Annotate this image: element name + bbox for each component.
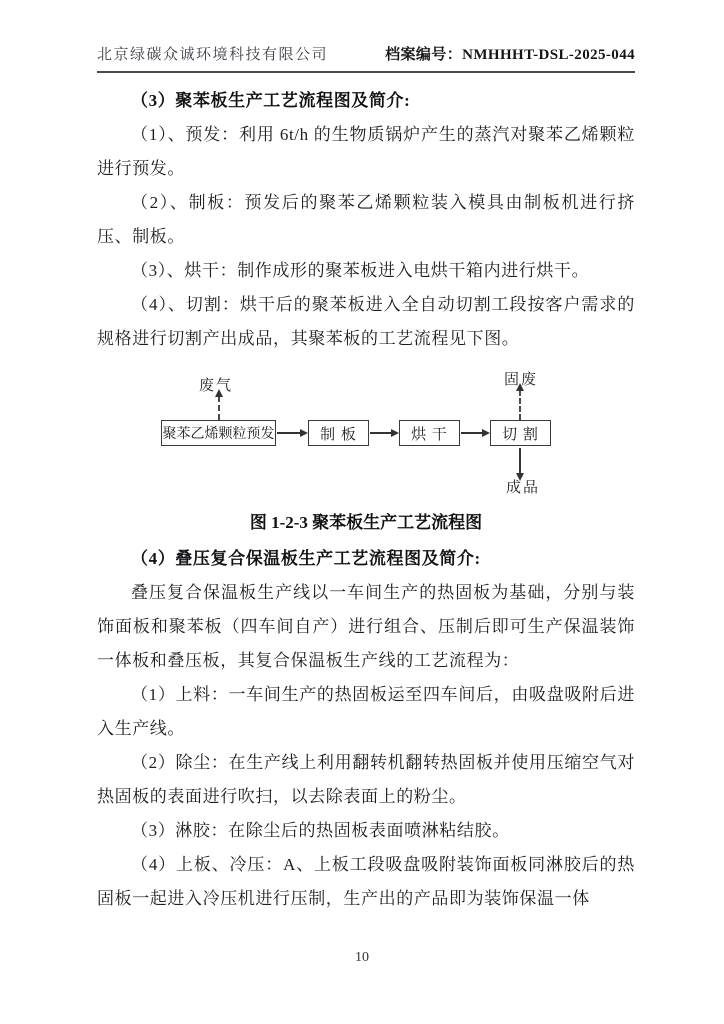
flow-label-product: 成品: [506, 480, 541, 496]
archive-number: 档案编号：NMHHHT-DSL-2025-044: [385, 47, 635, 63]
paragraph: 叠压复合保温板生产线以一车间生产的热固板为基础，分别与装饰面板和聚苯板（四车间自产）进行组合、压制后即可生产保温装饰一体板和叠压板，其复合保温板生产线的工艺流程为：: [97, 583, 635, 670]
paragraph: （1）、预发：利用 6t/h 的生物质锅炉产生的蒸汽对聚苯乙烯颗粒进行预发。: [97, 125, 635, 178]
dashed-up-arrow-waste-gas: [218, 396, 220, 420]
paragraph: （2）、制板：预发后的聚苯乙烯颗粒装入模具由制板机进行挤压、制板。: [97, 193, 635, 246]
paragraph: （2）除尘：在生产线上利用翻转机翻转热固板并使用压缩空气对热固板的表面进行吹扫，以去除表面上的粉尘。: [97, 753, 635, 806]
section-heading-4: （4）叠压复合保温板生产工艺流程图及简介:: [131, 549, 481, 568]
flow-box-drying: 烘 干: [399, 420, 460, 446]
flow-label-waste-gas: 废气: [199, 378, 234, 394]
document-body: [97, 84, 635, 916]
flow-box-board-making: 制 板: [308, 420, 369, 446]
page-header: [97, 46, 635, 73]
page-number: 10: [355, 950, 369, 965]
flow-label-solid-waste: 固废: [504, 372, 539, 388]
figure-caption: 图 1-2-3 聚苯板生产工艺流程图: [249, 513, 483, 532]
flow-box-cutting: 切 割: [490, 420, 551, 446]
paragraph: （4）上板、冷压：A、上板工段吸盘吸附装饰面板同淋胶后的热固板一起进入冷压机进行压制，生产出的产品即为装饰保温一体: [97, 855, 635, 908]
section-heading-3: （3）聚苯板生产工艺流程图及简介:: [131, 91, 411, 110]
flow-arrow-3: [461, 432, 482, 434]
paragraph: （3）、烘干：制作成形的聚苯板进入电烘干箱内进行烘干。: [131, 261, 590, 280]
flow-box-prefoaming: 聚苯乙烯颗粒预发: [161, 420, 276, 446]
paragraph: （4）、切割：烘干后的聚苯板进入全自动切割工段按客户需求的规格进行切割产出成品，其聚苯板的工艺流程见下图。: [97, 295, 635, 348]
flow-arrow-2: [370, 432, 391, 434]
paragraph: （3）淋胶：在除尘后的热固板表面喷淋粘结胶。: [131, 821, 510, 840]
flow-arrow-1: [277, 432, 300, 434]
process-flowchart: [97, 368, 635, 502]
paragraph: （1）上料：一车间生产的热固板运至四车间后，由吸盘吸附后进入生产线。: [97, 685, 635, 738]
company-name: 北京绿碳众诚环境科技有限公司: [97, 47, 329, 63]
down-arrow-product: [519, 448, 521, 474]
dashed-up-arrow-solid-waste: [519, 390, 521, 420]
